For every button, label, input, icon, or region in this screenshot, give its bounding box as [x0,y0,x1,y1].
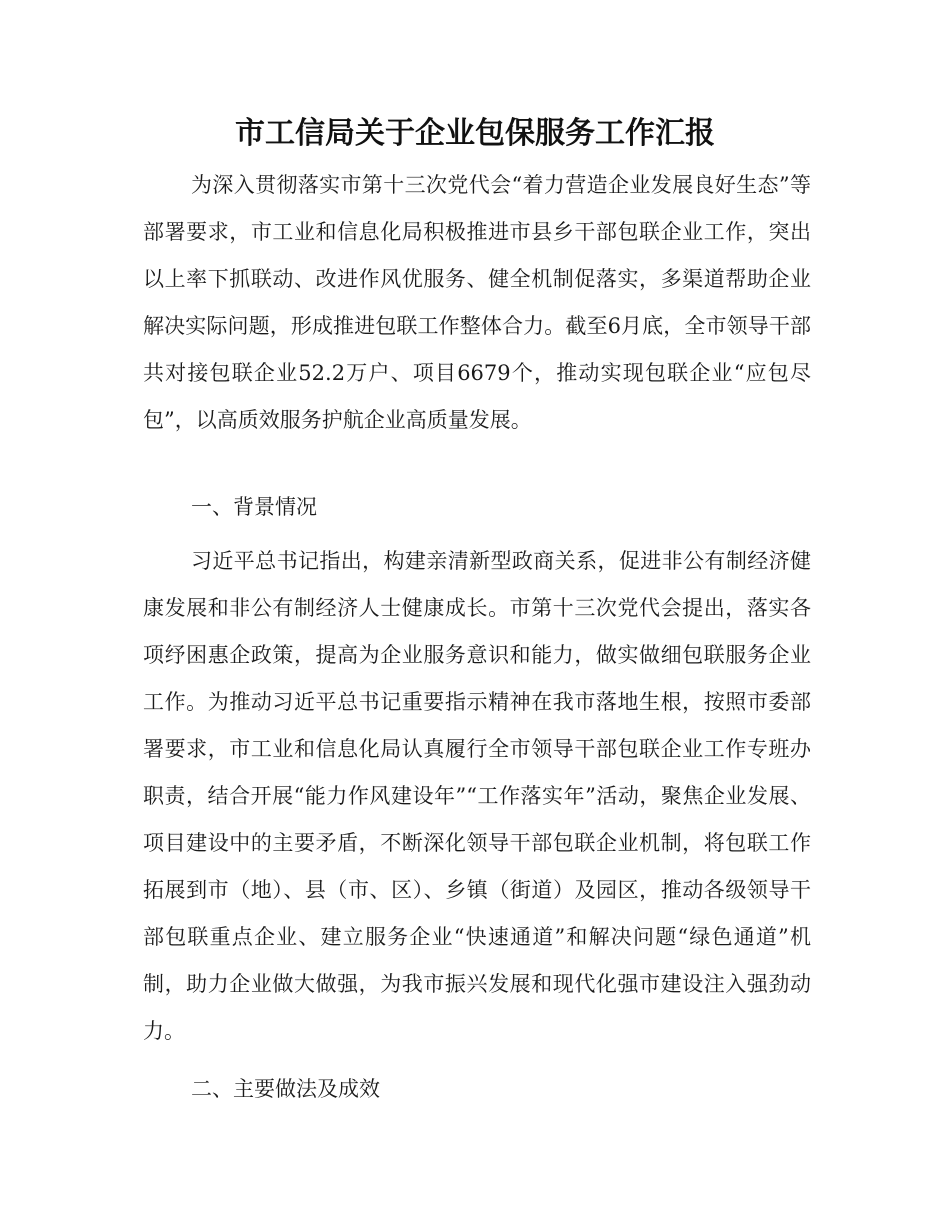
document-title: 市工信局关于企业包保服务工作汇报 [235,116,715,151]
paragraph-background: 习近平总书记指出，构建亲清新型政商关系，促进非公有制经济健康发展和非公有制经济人士健康成长。市第十三次党代会提出，落实各项纾困惠企政策，提高为企业服务意识和能力，做实做细包联服务企业工作。为推动习近平总书记重要指示精神在我市落地生根，按照市委部署要求，市工业和信息化局认真履行全市领导干部包联企业工作专班办职责，结合开展“能力作风建设年”“工作落实年”活动，聚焦企业发展、项目建设中的主要矛盾，不断深化领导干部包联企业机制，将包联工作拓展到市（地）、县（市、区）、乡镇（街道）及园区，推动各级领导干部包联重点企业、建立服务企业“快速通道”和解决问题“绿色通道”机制，助力企业做大做强，为我市振兴发展和现代化强市建设注入强劲动力。 [143,549,811,1043]
section-heading-background: 一、背景情况 [191,495,317,519]
paragraph-intro: 为深入贯彻落实市第十三次党代会“着力营造企业发展良好生态”等部署要求，市工业和信息化局积极推进市县乡干部包联企业工作，突出以上率下抓联动、改进作风优服务、健全机制促落实，多渠道帮助企业解决实际问题，形成推进包联工作整体合力。截至6月底，全市领导干部共对接包联企业52.2万户、项目6679个，推动实现包联企业“应包尽包”，以高质效服务护航企业高质量发展。 [143,173,811,432]
section-heading-measures: 二、主要做法及成效 [191,1077,380,1101]
